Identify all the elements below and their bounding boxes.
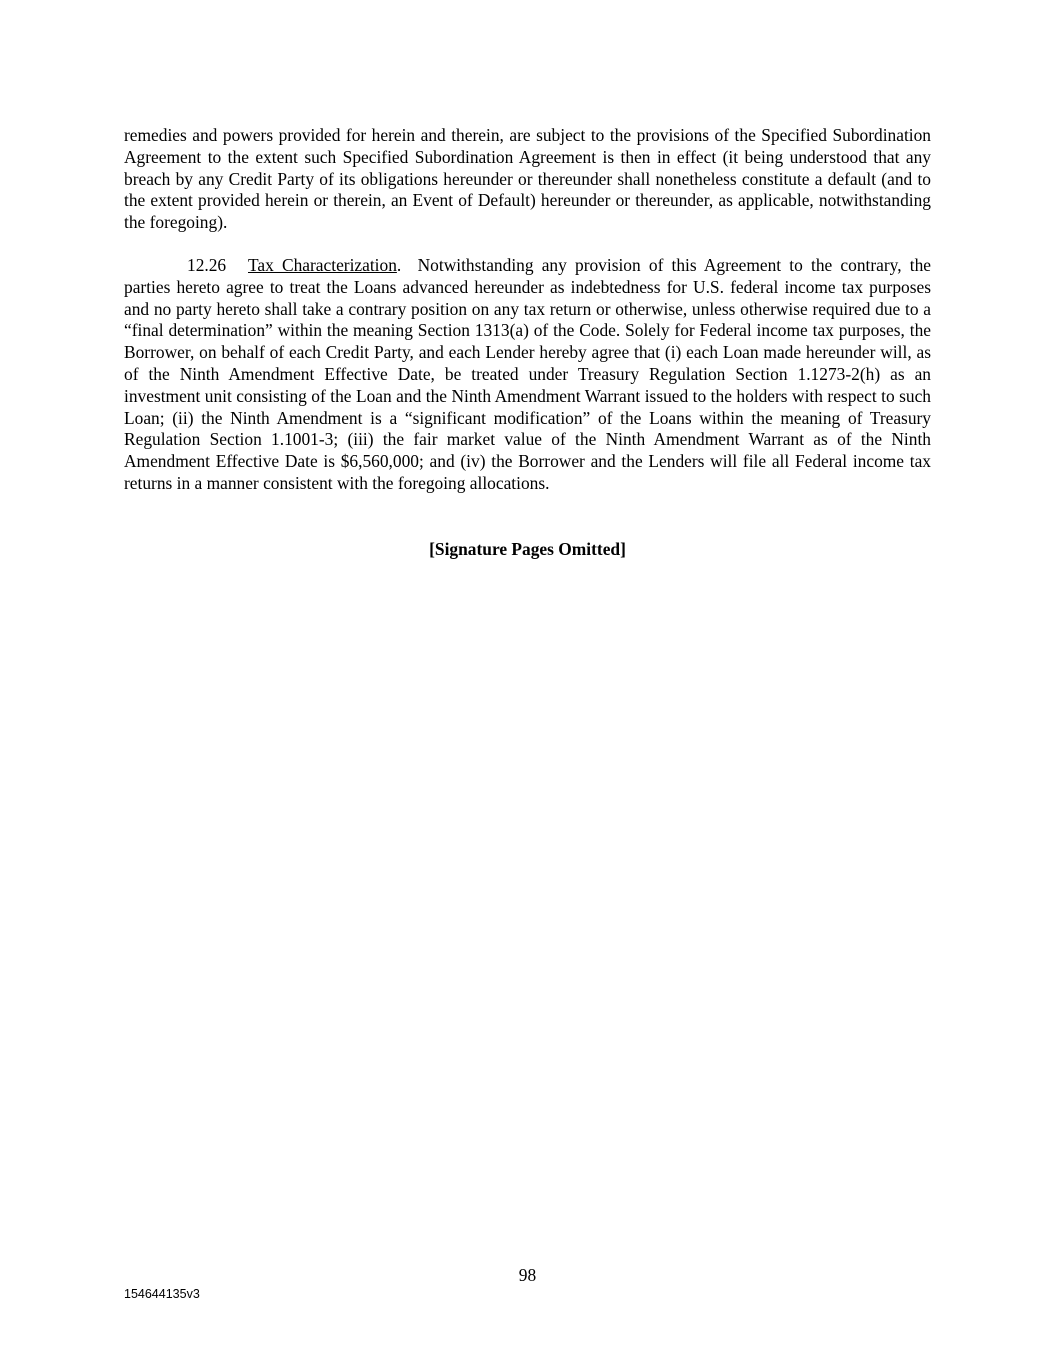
- paragraph-continuation: [124, 125, 931, 234]
- section-12-26-paragraph: [124, 255, 931, 495]
- page-number: 98: [518, 1265, 537, 1285]
- paragraph-continuation-text: remedies and powers provided for herein and therein, are subject to the provisions of the Specified Subordination Agreement to the extent such Specified Subordination Agreement is then in effect (it being understood that any breach by any Credit Party of its obligations hereunder or thereunder shall nonetheless constitute a default (and to the extent provided herein or therein, an Event of Default) hereunder or thereunder, as applicable, notwithstanding the foregoing).: [124, 125, 931, 233]
- signature-pages-notice: [Signature Pages Omitted]: [429, 539, 626, 559]
- document-id: 154644135v3: [124, 1287, 200, 1301]
- section-body-text: Notwithstanding any provision of this Agreement to the contrary, the parties hereto agree to treat the Loans advanced hereunder as indebtedness for U.S. federal income tax purposes and no party hereto shall take a contrary position on any tax return or otherwise, unless otherwise required due to a “final determination” within the meaning Section 1313(a) of the Code. Solely for Federal income tax purposes, the Borrower, on behalf of each Credit Party, and each Lender hereby agree that (i) each Loan made hereunder will, as of the Ninth Amendment Effective Date, be treated under Treasury Regulation Section 1.1273-2(h) as an investment unit consisting of the Loan and the Ninth Amendment Warrant issued to the holders with respect to such Loan; (ii) the Ninth Amendment is a “significant modification” of the Loans within the meaning of Treasury Regulation Section 1.1001-3; (iii) the fair market value of the Ninth Amendment Warrant as of the Ninth Amendment Effective Date is $6,560,000; and (iv) the Borrower and the Lenders will file all Federal income tax returns in a manner consistent with the foregoing allocations.: [124, 255, 931, 493]
- section-number: 12.26: [187, 255, 227, 275]
- section-title: Tax Characterization: [248, 255, 397, 275]
- section-title-punctuation: .: [396, 255, 402, 275]
